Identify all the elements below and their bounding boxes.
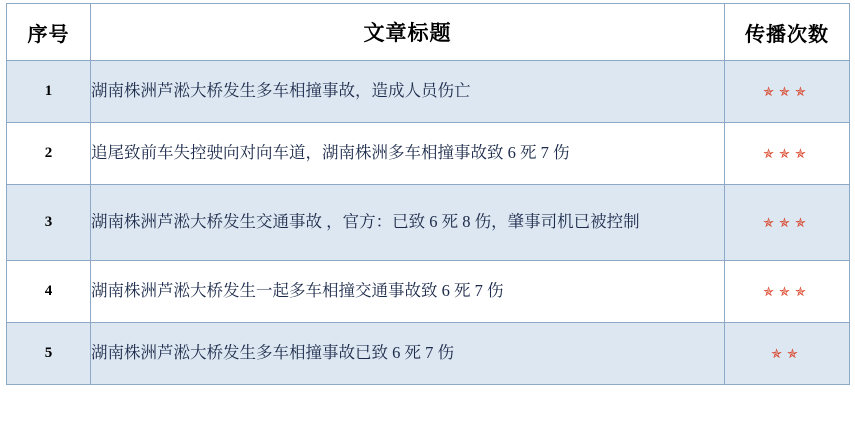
cell-article-title: 追尾致前车失控驶向对向车道，湖南株洲多车相撞事故致 6 死 7 伤 — [91, 123, 725, 185]
document-sheet — [0, 3, 855, 446]
table-row — [7, 261, 850, 323]
star-icon: ✯ — [794, 214, 811, 230]
cell-spread-rating — [725, 323, 850, 385]
cell-article-title: 湖南株洲芦淞大桥发生多车相撞事故已致 6 死 7 伤 — [91, 323, 725, 385]
star-icon: ✯ — [779, 145, 795, 161]
table-row — [7, 323, 850, 385]
star-icon: ✯ — [779, 283, 795, 299]
star-icon: ✯ — [763, 283, 780, 299]
star-icon: ✯ — [794, 283, 811, 299]
cell-spread-rating — [725, 61, 850, 123]
cell-index: 4 — [7, 261, 91, 323]
table-row — [7, 185, 850, 261]
cell-index: 1 — [7, 61, 91, 123]
cell-index: 2 — [7, 123, 91, 185]
star-icon: ✯ — [779, 214, 795, 230]
star-rating — [763, 285, 811, 298]
table-row — [7, 123, 850, 185]
cell-article-title: 湖南株洲芦淞大桥发生一起多车相撞交通事故致 6 死 7 伤 — [91, 261, 725, 323]
star-icon: ✯ — [771, 345, 787, 361]
star-icon: ✯ — [763, 214, 780, 230]
star-icon: ✯ — [794, 145, 811, 161]
star-rating — [763, 216, 811, 229]
column-header-title: 文章标题 — [91, 4, 725, 61]
cell-index: 5 — [7, 323, 91, 385]
table-header — [7, 4, 850, 61]
star-rating — [763, 85, 811, 98]
table-header-row — [7, 4, 850, 61]
star-icon: ✯ — [763, 83, 780, 99]
column-header-spread-count: 传播次数 — [725, 4, 850, 61]
cell-article-title: 湖南株洲芦淞大桥发生多车相撞事故，造成人员伤亡 — [91, 61, 725, 123]
star-icon: ✯ — [794, 83, 811, 99]
cell-spread-rating — [725, 261, 850, 323]
cell-article-title: 湖南株洲芦淞大桥发生交通事故 ，官方：已致 6 死 8 伤，肇事司机已被控制 — [91, 185, 725, 261]
cell-spread-rating — [725, 123, 850, 185]
column-header-index: 序号 — [7, 4, 91, 61]
cell-index: 3 — [7, 185, 91, 261]
article-spread-table — [6, 3, 850, 385]
star-rating — [763, 147, 811, 160]
table-body — [7, 61, 850, 385]
star-icon: ✯ — [787, 345, 803, 361]
table-row — [7, 61, 850, 123]
star-icon: ✯ — [779, 83, 795, 99]
star-icon: ✯ — [763, 145, 780, 161]
star-rating — [771, 347, 803, 360]
cell-spread-rating — [725, 185, 850, 261]
